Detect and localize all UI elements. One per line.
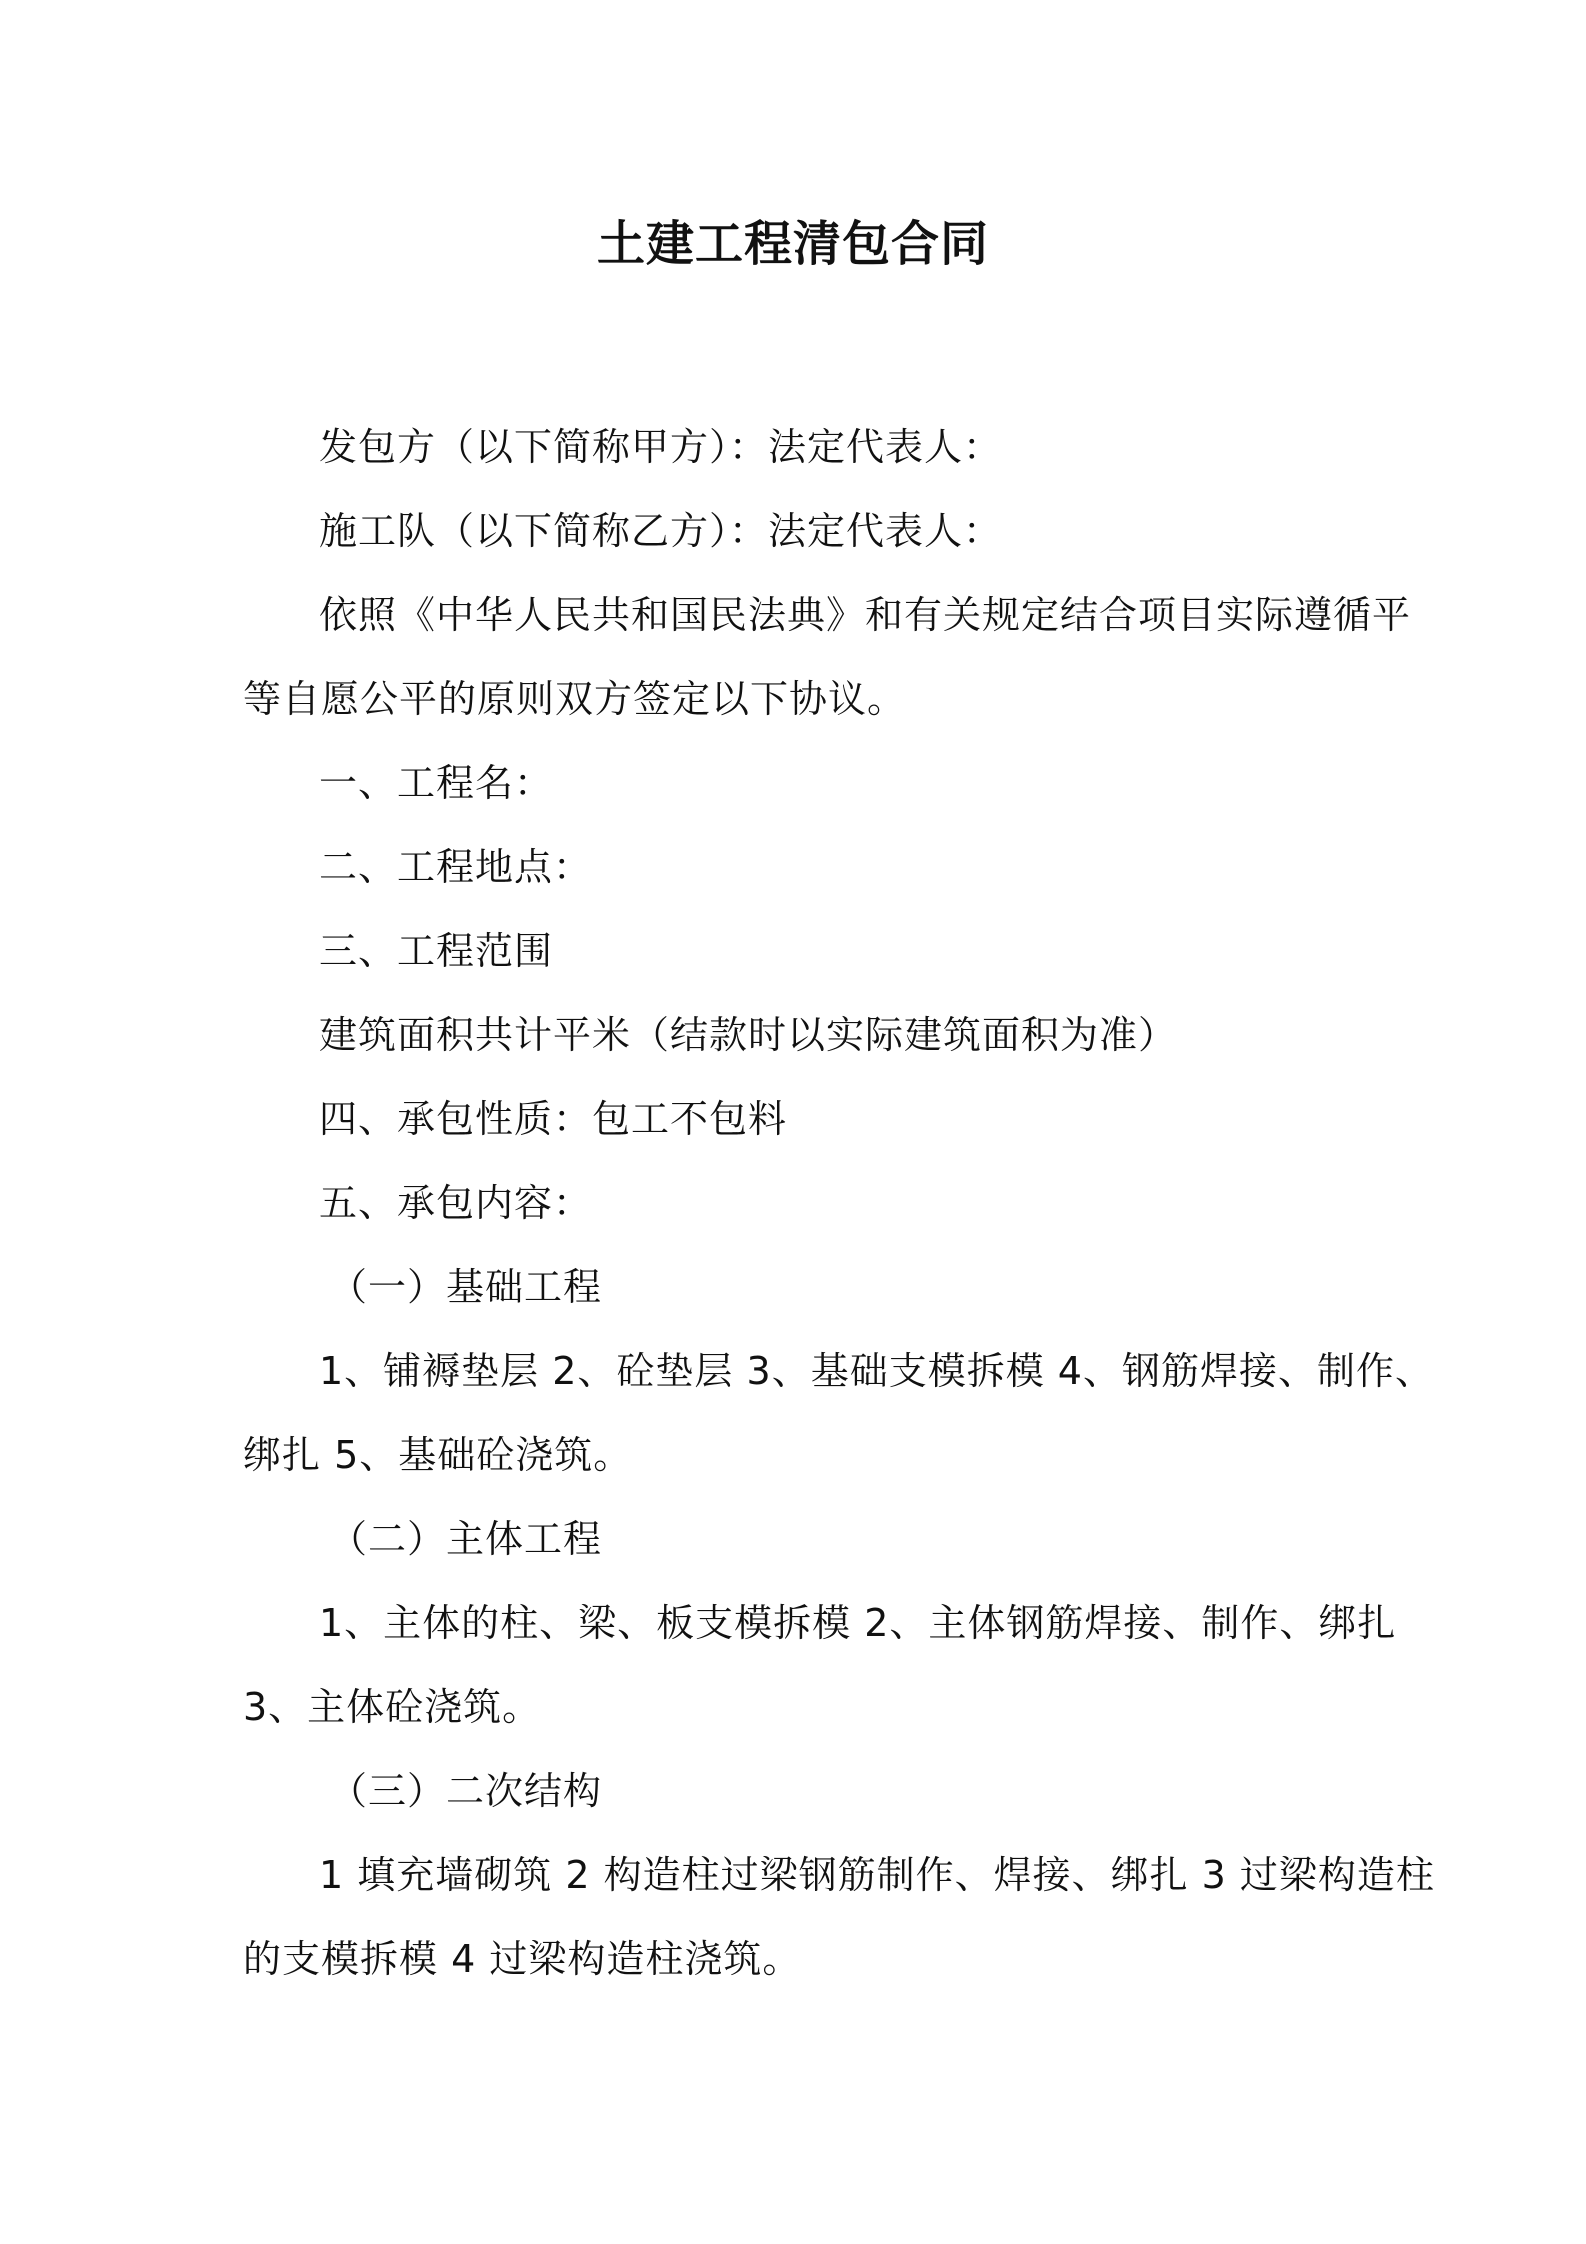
scope-area-line: 建筑面积共计平米（结款时以实际建筑面积为准）	[319, 1013, 1178, 1057]
party-b-line: 施工队（以下简称乙方）：法定代表人：	[319, 509, 1003, 553]
foundation-items-line-1: 1、铺褥垫层 2、砼垫层 3、基础支模拆模 4、钢筋焊接、制作、	[319, 1349, 1434, 1393]
foundation-items-line-2: 绑扎 5、基础砼浇筑。	[243, 1433, 633, 1477]
document-body	[243, 405, 1435, 2001]
main-structure-items-line-1: 1、主体的柱、梁、板支模拆模 2、主体钢筋焊接、制作、绑扎	[319, 1601, 1397, 1645]
section-contract-content: 五、承包内容：	[319, 1181, 593, 1225]
section-project-scope: 三、工程范围	[319, 929, 554, 973]
main-structure-items-line-2: 3、主体砼浇筑。	[243, 1685, 542, 1729]
legal-basis-line-1: 依照《中华人民共和国民法典》和有关规定结合项目实际遵循平	[319, 593, 1412, 637]
secondary-structure-items-line-1: 1 填充墙砌筑 2 构造柱过梁钢筋制作、焊接、绑扎 3 过梁构造柱	[319, 1853, 1435, 1897]
subsection-foundation: （一）基础工程	[329, 1265, 603, 1309]
section-contract-nature: 四、承包性质：包工不包料	[319, 1097, 788, 1141]
section-project-name: 一、工程名：	[319, 761, 554, 805]
subsection-main-structure: （二）主体工程	[329, 1517, 603, 1561]
secondary-structure-items-line-2: 的支模拆模 4 过梁构造柱浇筑。	[243, 1937, 802, 1981]
document-title: 土建工程清包合同	[596, 216, 989, 272]
party-a-line: 发包方（以下简称甲方）：法定代表人：	[319, 425, 1003, 469]
section-project-location: 二、工程地点：	[319, 845, 593, 889]
subsection-secondary-structure: （三）二次结构	[329, 1769, 603, 1813]
legal-basis-line-2: 等自愿公平的原则双方签定以下协议。	[243, 677, 907, 721]
